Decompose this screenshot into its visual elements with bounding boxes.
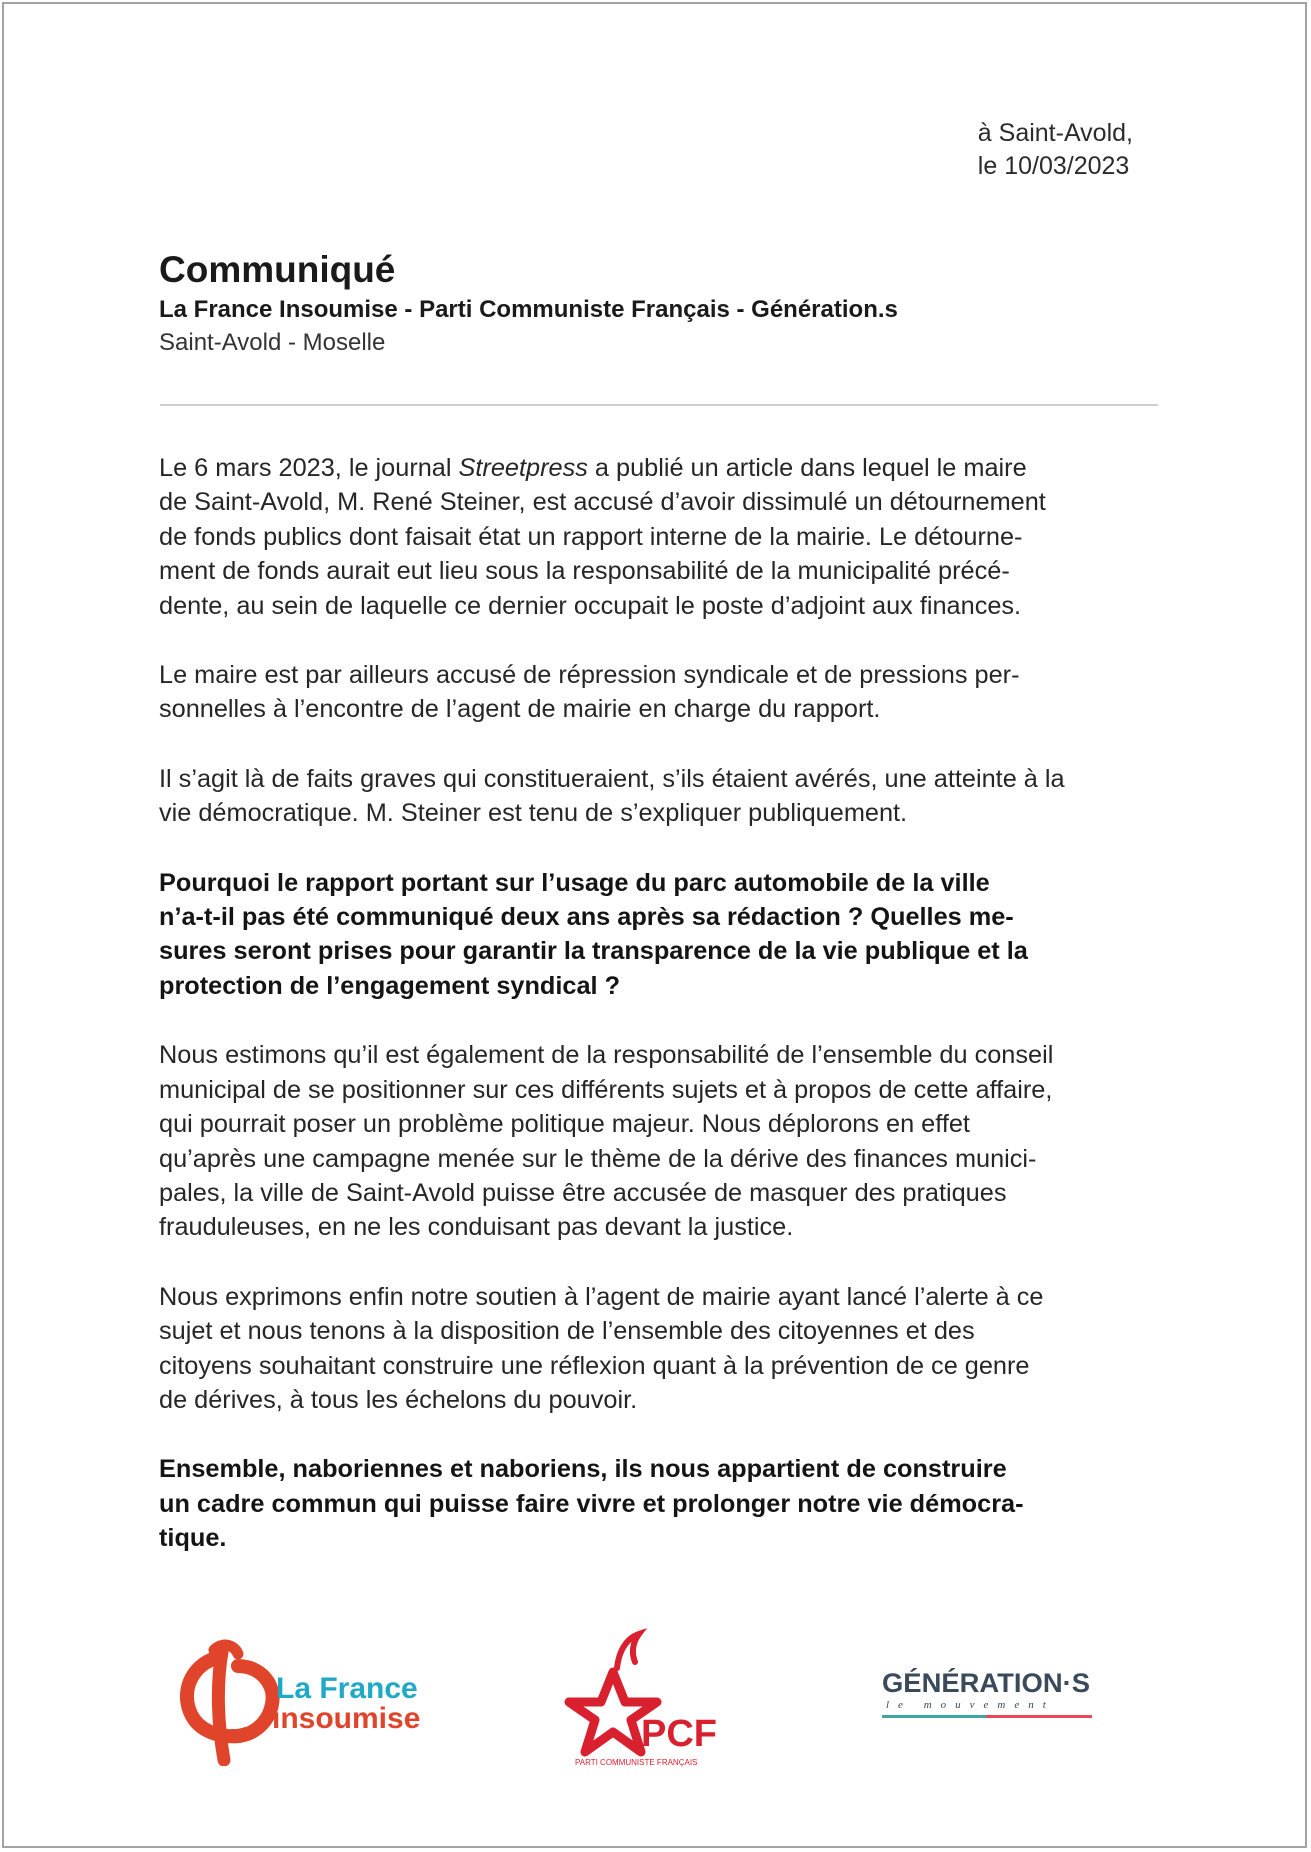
paragraph-line: pales, la ville de Saint-Avold puisse être accusée de masquer des pratiques bbox=[159, 1178, 1007, 1207]
date-place: à Saint-Avold, bbox=[977, 119, 1133, 147]
document-page bbox=[2, 2, 1307, 1848]
location-line: Saint-Avold - Moselle bbox=[159, 329, 386, 356]
paragraph-line: Ensemble, naboriennes et naboriens, ils nous appartient de construire bbox=[159, 1455, 1007, 1484]
paragraph-line: qu’après une campagne menée sur le thème de la dérive des finances munici- bbox=[159, 1144, 1037, 1173]
paragraph-line: qui pourrait poser un problème politique majeur. Nous déplorons en effet bbox=[159, 1110, 970, 1139]
page-title: Communiqué bbox=[159, 249, 396, 290]
paragraph-line: de fonds publics dont faisait état un rapport interne de la mairie. Le détourne- bbox=[159, 522, 1023, 551]
paragraph-line: Le maire est par ailleurs accusé de répression syndicale et de pressions per- bbox=[159, 661, 1020, 690]
paragraph-line: vie démocratique. M. Steiner est tenu de s’expliquer publiquement. bbox=[159, 799, 908, 828]
paragraph-line: tique. bbox=[159, 1524, 227, 1553]
phi-icon bbox=[187, 1645, 273, 1760]
paragraph-line: de Saint-Avold, M. René Steiner, est accusé d’avoir dissimulé un détournement bbox=[159, 488, 1046, 517]
text-span: a publié un article dans lequel le maire bbox=[587, 454, 1027, 482]
communique-body bbox=[159, 451, 1149, 1591]
paragraph-2 bbox=[159, 658, 1149, 727]
paragraph-line: sonnelles à l’encontre de l’agent de mairie en charge du rapport. bbox=[159, 695, 881, 724]
paragraph-line: Nous estimons qu’il est également de la responsabilité de l’ensemble du conseil bbox=[159, 1041, 1054, 1070]
paragraph-3 bbox=[159, 762, 1149, 831]
paragraph-line: Pourquoi le rapport portant sur l’usage du parc automobile de la ville bbox=[159, 868, 990, 897]
text-span: Le 6 mars 2023, le journal bbox=[159, 454, 459, 482]
header-block bbox=[159, 248, 898, 359]
pcf-acronym: PCF bbox=[641, 1713, 717, 1755]
paragraph-line: dente, au sein de laquelle ce dernier occupait le poste d’adjoint aux finances. bbox=[159, 591, 1022, 620]
lfi-line2: insoumise bbox=[272, 1702, 421, 1735]
underline-left bbox=[882, 1715, 986, 1718]
paragraph-line: Il s’agit là de faits graves qui constitueraient, s’ils étaient avérés, une atteinte à la bbox=[159, 764, 1065, 793]
lfi-logo bbox=[176, 1636, 446, 1766]
generations-tagline: le mouvement bbox=[886, 1699, 1055, 1711]
generations-logo bbox=[878, 1660, 1098, 1740]
publication-name: Streetpress bbox=[458, 454, 588, 482]
divider bbox=[160, 404, 1158, 406]
paragraph-line: citoyens souhaitant construire une réflexion quant à la prévention de ce genre bbox=[159, 1351, 1030, 1380]
paragraph-line: sujet et nous tenons à la disposition de l’ensemble des citoyennes et des bbox=[159, 1317, 975, 1346]
generations-name: GÉNÉRATION·S bbox=[882, 1668, 1088, 1698]
paragraph-line: protection de l’engagement syndical ? bbox=[159, 971, 621, 1000]
paragraph-line: frauduleuses, en ne les conduisant pas devant la justice. bbox=[159, 1213, 794, 1242]
date-value: le 10/03/2023 bbox=[977, 152, 1130, 180]
paragraph-line: n’a-t-il pas été communiqué deux ans après sa rédaction ? Quelles me- bbox=[159, 903, 1014, 932]
paragraph-line: Nous exprimons enfin notre soutien à l’agent de mairie ayant lancé l’alerte à ce bbox=[159, 1282, 1044, 1311]
paragraph-1 bbox=[159, 451, 1149, 623]
paragraph-line bbox=[159, 451, 1149, 485]
lfi-line1: La France bbox=[276, 1672, 418, 1705]
paragraph-line: sures seront prises pour garantir la transparence de la vie publique et la bbox=[159, 937, 1028, 966]
paragraph-line: ment de fonds aurait eut lieu sous la responsabilité de la municipalité précé- bbox=[159, 557, 1010, 586]
organizations-line: La France Insoumise - Parti Communiste Français - Génération.s bbox=[159, 296, 898, 323]
logos-row bbox=[4, 1624, 1309, 1774]
paragraph-line: un cadre commun qui puisse faire vivre et prolonger notre vie démocra- bbox=[159, 1489, 1024, 1518]
paragraph-7-conclusion bbox=[159, 1452, 1149, 1555]
paragraph-6 bbox=[159, 1280, 1149, 1418]
paragraph-5 bbox=[159, 1038, 1149, 1244]
paragraph-4-questions bbox=[159, 866, 1149, 1004]
paragraph-line: de dérives, à tous les échelons du pouvoir. bbox=[159, 1385, 638, 1414]
pcf-logo bbox=[559, 1624, 739, 1769]
pcf-caption: PARTI COMMUNISTE FRANÇAIS bbox=[575, 1758, 698, 1767]
underline-right bbox=[986, 1715, 1092, 1718]
paragraph-line: municipal de se positionner sur ces différents sujets et à propos de cette affaire, bbox=[159, 1075, 1053, 1104]
date-block bbox=[978, 117, 1133, 183]
